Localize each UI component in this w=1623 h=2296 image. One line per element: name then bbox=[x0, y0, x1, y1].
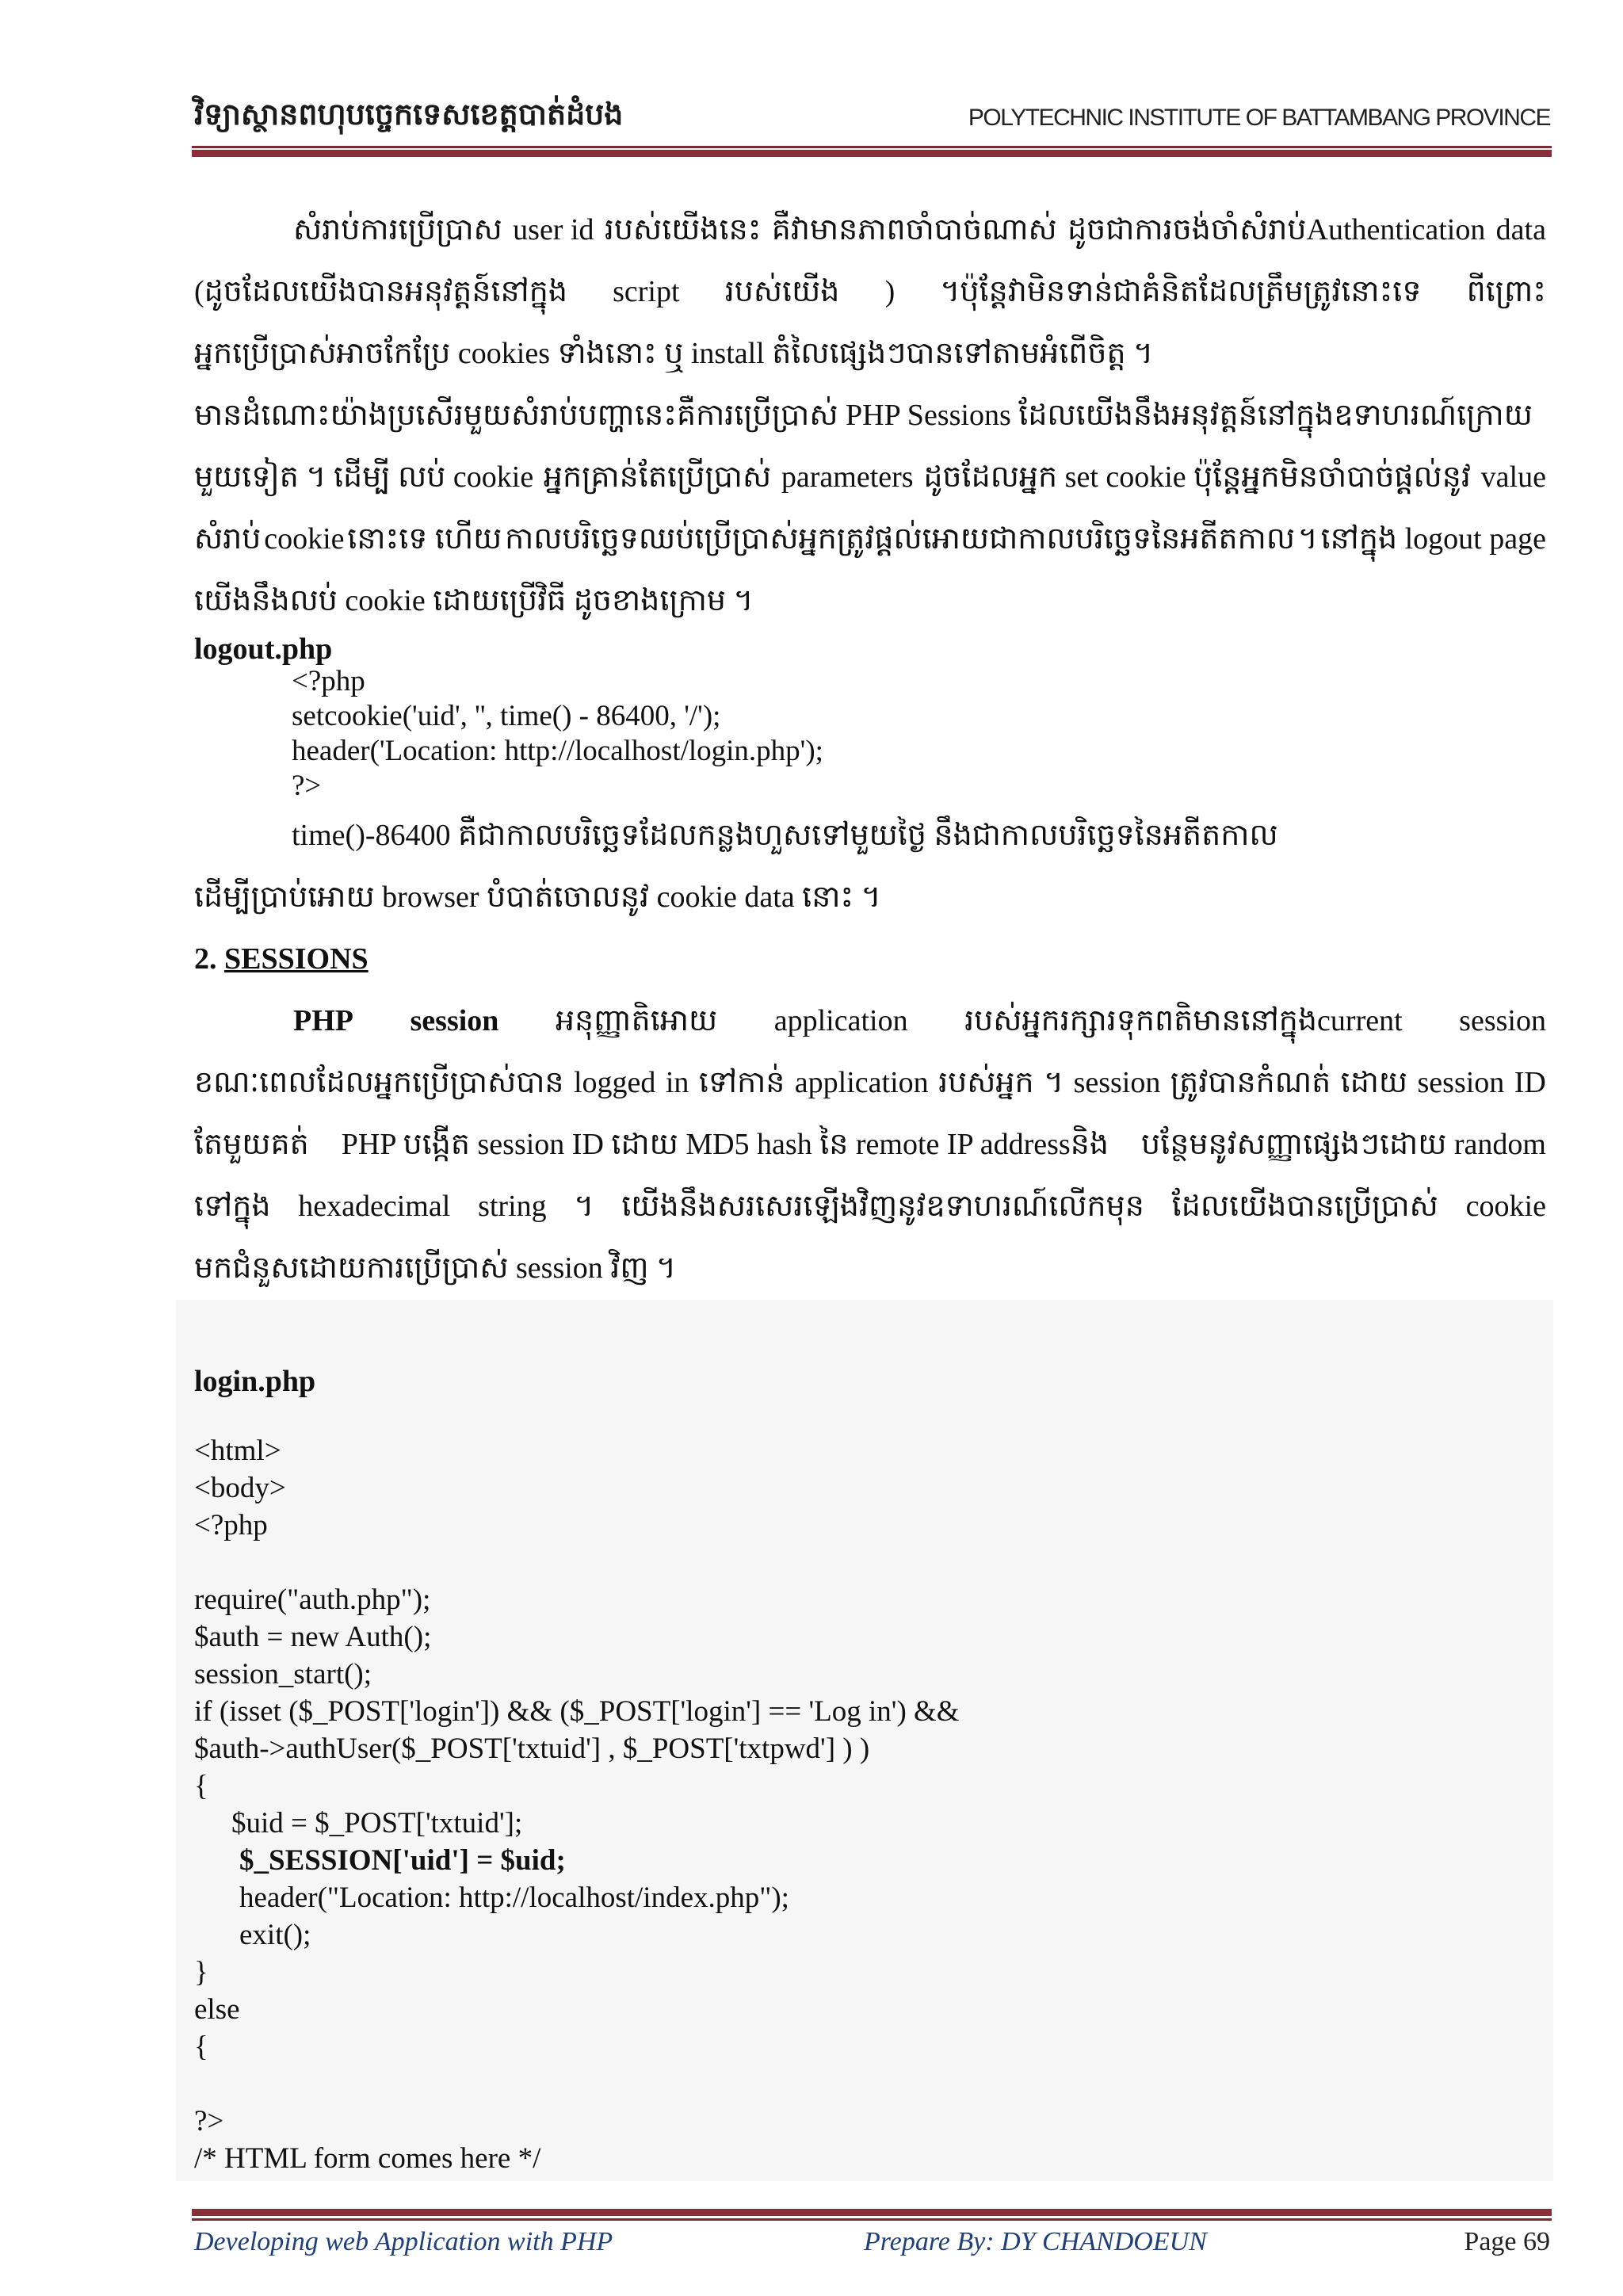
login-code-line: $auth->authUser($_POST['txtuid'] , $_POST['txtpwd'] ) ) bbox=[194, 1733, 870, 1765]
header-institute-english: POLYTECHNIC INSTITUTE OF BATTAMBANG PROVINCE bbox=[968, 105, 1550, 131]
login-code-exit: exit(); bbox=[239, 1919, 311, 1951]
footer-course-title: Developing web Application with PHP bbox=[194, 2227, 613, 2256]
section2-line-2: ខណៈពេលដែលអ្នកប្រើប្រាស់បាន logged in ទៅកាន់ application របស់អ្នក ។ session ត្រូវបានកំណត់ ដោយ session ID bbox=[194, 1066, 1546, 1099]
login-code-line: { bbox=[194, 1770, 208, 1802]
footer-author: Prepare By: DY CHANDOEUN bbox=[864, 2227, 1207, 2256]
login-code-line: $auth = new Auth(); bbox=[194, 1621, 432, 1653]
logout-note-2: ដើម្បីប្រាប់អោយ browser បំបាត់ចោលនូវ cookie data នោះ ។ bbox=[194, 881, 881, 914]
logout-code-line-4: ?> bbox=[292, 770, 322, 802]
login-code-line: if (isset ($_POST['login']) && ($_POST['login'] == 'Log in') && bbox=[194, 1695, 960, 1728]
login-code-line: <html> bbox=[194, 1435, 281, 1467]
section2-line-3: តែមួយគត់ PHP បង្កើត session ID ដោយ MD5 hash នៃ remote IP addressនិង បន្ថែមនូវសញ្ញាផ្សេងៗដោយ random bbox=[194, 1128, 1546, 1161]
section2-heading: 2. SESSIONS bbox=[194, 942, 369, 976]
header-rule-thick bbox=[192, 150, 1552, 157]
login-code-line: require("auth.php"); bbox=[194, 1584, 431, 1616]
logout-code-line-2: setcookie('uid', '', time() - 86400, '/'); bbox=[292, 700, 721, 732]
login-code-session: $_SESSION['uid'] = $uid; bbox=[239, 1844, 566, 1877]
login-code-line: } bbox=[194, 1956, 208, 1988]
login-code-line: session_start(); bbox=[194, 1658, 372, 1690]
logout-code-line-1: <?php bbox=[292, 665, 365, 697]
footer-rule-thick bbox=[192, 2209, 1552, 2216]
para1-line-4: មានដំណោះយ៉ាងប្រសើរមួយសំរាប់បញ្ហានេះគឺការប្រើប្រាស់ PHP Sessions ដែលយើងនឹងអនុវត្តន៍នៅក្នុងឧទាហរណ៍ក្រោយ bbox=[194, 399, 1533, 432]
login-code-line: <?php bbox=[194, 1509, 268, 1541]
section2-line-5: មកជំនួសដោយការប្រើប្រាស់ session វិញ ។ bbox=[194, 1251, 677, 1285]
para1-line-2: (ដូចដែលយើងបានអនុវត្តន៍នៅក្នុង script របស់យើង ) ។ប៉ុន្តែវាមិនទាន់ជាគំនិតដែលត្រឹមត្រូវនោះទេ ពីព្រោះ bbox=[194, 275, 1546, 308]
login-code-line: ?> bbox=[194, 2105, 224, 2137]
logout-code-line-3: header('Location: http://localhost/login.php'); bbox=[292, 735, 823, 767]
login-code-line: <body> bbox=[194, 1472, 286, 1504]
login-code-line: else bbox=[194, 1993, 240, 2026]
para1-line-7: យើងនឹងលប់ cookie ដោយប្រើវិធី ដូចខាងក្រោម ។ bbox=[194, 584, 754, 617]
logout-title: logout.php bbox=[194, 632, 333, 666]
para1-line-6: សំរាប់ cookie នោះទេ ហើយ កាលបរិច្ឆេទឈប់ប្រើប្រាស់អ្នកត្រូវផ្តល់អោយជាកាលបរិច្ឆេទនៃអតីតកាល ។ នៅក្នុង logout page bbox=[194, 522, 1546, 556]
para1-line-3: អ្នកប្រើប្រាស់អាចកែប្រែ cookies ទាំងនោះ ឬ install តំលៃផ្សេងៗបានទៅតាមអំពើចិត្ត ។ bbox=[194, 337, 1154, 370]
login-code-line: { bbox=[194, 2030, 208, 2063]
login-code-uid: $uid = $_POST['txtuid']; bbox=[231, 1807, 523, 1839]
section2-line-1: PHP session អនុញ្ញាតិអោយ application របស់អ្នករក្សារទុកពតិមាននៅក្នុងcurrent session bbox=[293, 1004, 1546, 1037]
footer-rule-thin bbox=[192, 2218, 1552, 2221]
para1-line-5: មួយទៀត ។ ដើម្បី លប់ cookie អ្នកគ្រាន់តែប្រើប្រាស់ parameters ដូចដែលអ្នក set cookie ប៉ុន្តែអ្នកមិនចាំបាច់ផ្តល់នូវ value bbox=[194, 460, 1546, 494]
logout-note-1: time()-86400 គឺជាកាលបរិច្ឆេទដែលកន្លងហួសទៅមួយថ្ងៃ នឹងជាកាលបរិច្ឆេទនៃអតីតកាល bbox=[292, 819, 1278, 852]
login-code-header: header("Location: http://localhost/index.php"); bbox=[239, 1881, 789, 1914]
footer-page-number: Page 69 bbox=[1464, 2227, 1550, 2256]
header-institute-khmer: វិទ្យាស្ថានពហុបច្ចេកទេសខេត្តបាត់ដំបង bbox=[194, 97, 624, 132]
section2-line-4: ទៅក្នុង hexadecimal string ។ យើងនឹងសរសេរឡើងវិញនូវឧទាហរណ៍លើកមុន ដែលយើងបានប្រើប្រាស់ cookie bbox=[194, 1190, 1546, 1223]
para1-line-1: សំរាប់ការប្រើប្រាស user id របស់យើងនេះ គឺវាមានភាពចាំបាច់ណាស់ ដូចជាការចង់ចាំសំរាប់Authentication data bbox=[293, 213, 1546, 246]
header-rule-thin bbox=[192, 146, 1552, 148]
login-code-line: /* HTML form comes here */ bbox=[194, 2142, 541, 2175]
login-title: login.php bbox=[194, 1365, 316, 1398]
